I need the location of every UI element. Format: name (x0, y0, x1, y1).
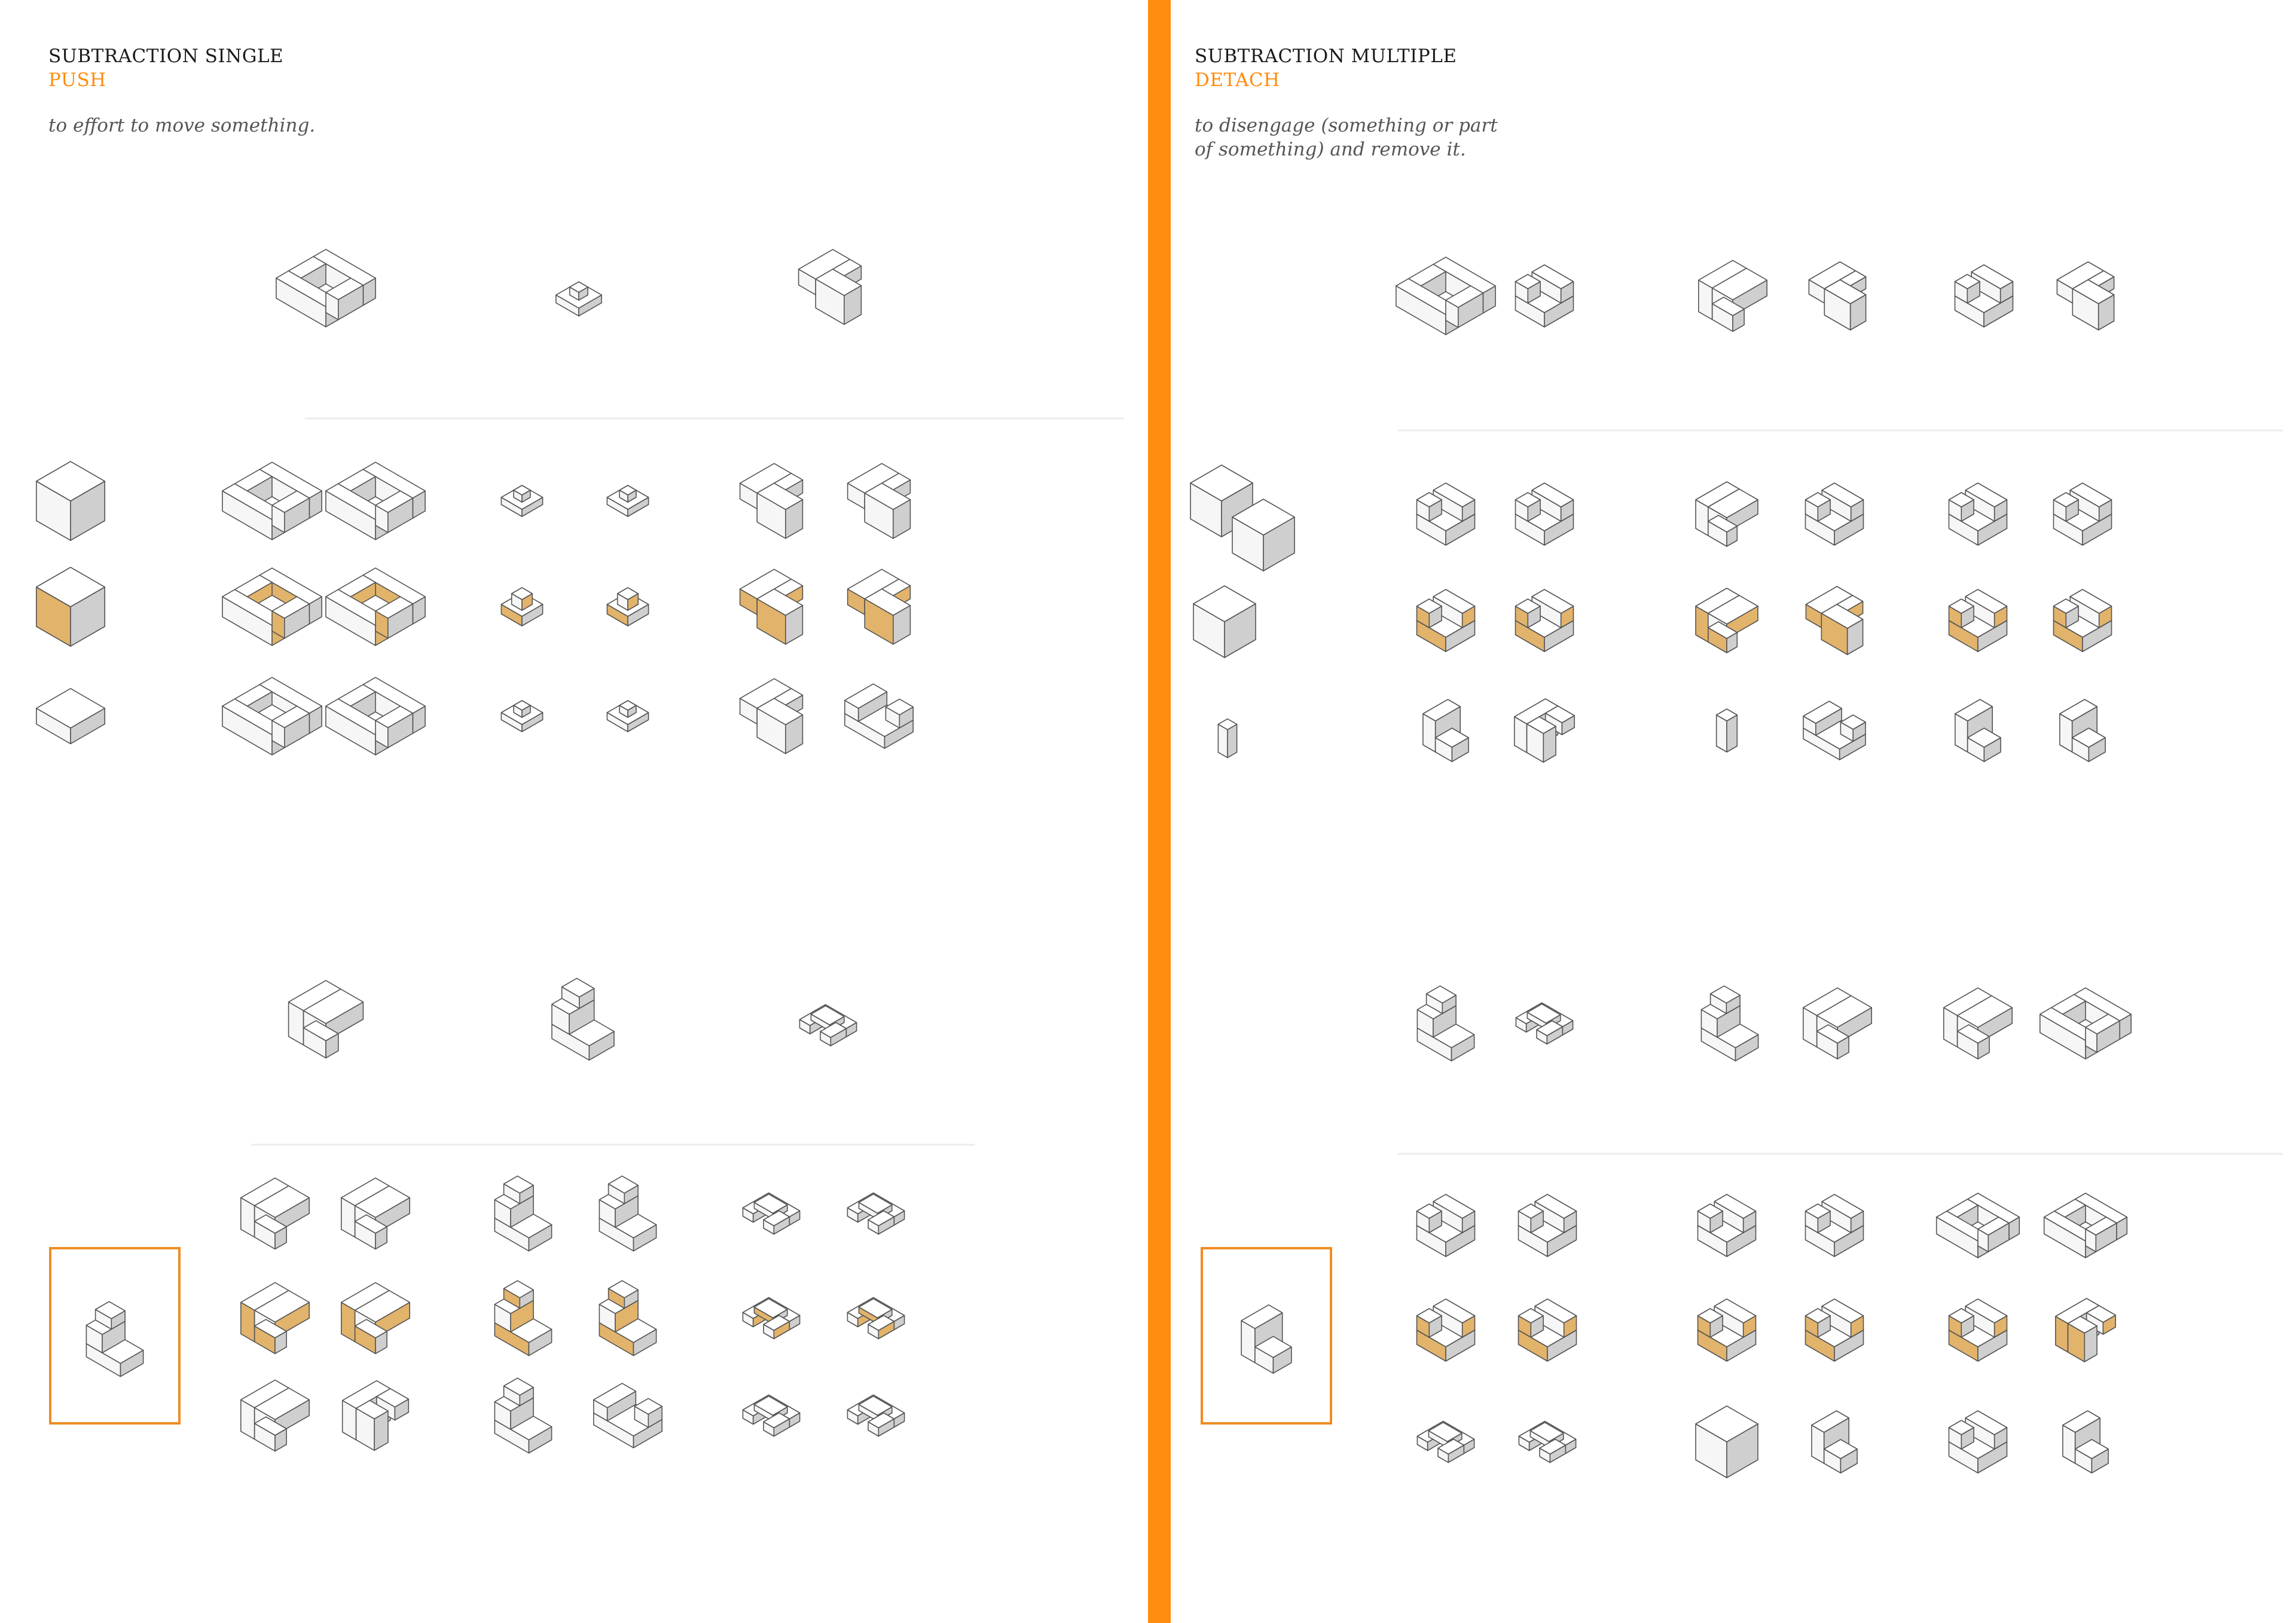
iso-form (1699, 261, 1767, 332)
iso-form (1519, 1194, 1577, 1257)
iso-form (740, 678, 803, 753)
iso-form (1218, 719, 1236, 758)
iso-form (2054, 483, 2112, 545)
iso-form (1949, 589, 2007, 652)
iso-form (222, 568, 322, 646)
iso-form (743, 1298, 799, 1339)
iso-form (599, 1280, 656, 1355)
iso-form (1698, 1299, 1756, 1361)
iso-form (845, 684, 913, 748)
iso-form (1803, 701, 1866, 760)
iso-form (1955, 265, 2013, 327)
iso-form (556, 282, 602, 316)
iso-form (241, 1380, 309, 1451)
iso-form (847, 1395, 904, 1436)
iso-form (740, 569, 803, 644)
iso-form (848, 569, 911, 644)
iso-form (1949, 483, 2007, 545)
iso-form (1812, 1411, 1857, 1473)
iso-form (743, 1395, 799, 1436)
orange-divider (1148, 0, 1171, 1623)
iso-form (343, 1381, 409, 1451)
iso-form (222, 462, 322, 540)
iso-form (1417, 1299, 1475, 1361)
left-highlight-frame (49, 1247, 181, 1425)
iso-form (799, 1005, 856, 1046)
iso-form (1949, 1299, 2007, 1361)
iso-form (1806, 1194, 1864, 1257)
iso-form (1803, 988, 1871, 1059)
framed-form (1241, 1305, 1292, 1373)
iso-form (1516, 589, 1574, 652)
iso-form (1696, 588, 1758, 653)
iso-form (1417, 589, 1475, 652)
iso-form (1937, 1193, 2020, 1258)
iso-form (1701, 986, 1758, 1060)
iso-form (847, 1298, 904, 1339)
iso-form (599, 1176, 656, 1251)
iso-form (222, 677, 322, 755)
iso-form (326, 462, 425, 540)
right-title: SUBTRACTION MULTIPLE (1195, 45, 1457, 67)
iso-form (2063, 1411, 2108, 1473)
iso-form (1516, 1003, 1573, 1044)
iso-form (36, 689, 105, 744)
iso-form (799, 249, 862, 324)
iso-form (1696, 1406, 1758, 1478)
iso-form (1417, 1422, 1474, 1463)
iso-form (552, 979, 614, 1060)
right-highlight-frame (1201, 1247, 1332, 1425)
iso-form (501, 701, 542, 732)
iso-form (1519, 1422, 1576, 1463)
iso-form (1519, 1299, 1577, 1361)
iso-form (1955, 699, 2001, 762)
iso-form (2056, 1298, 2115, 1362)
iso-form (494, 1280, 551, 1355)
iso-form (2057, 262, 2114, 330)
right-iso-diagram (1171, 0, 2296, 1623)
right-frame-form (1203, 1249, 1330, 1422)
iso-form (1806, 1299, 1864, 1361)
iso-form (276, 249, 375, 327)
iso-form (743, 1193, 799, 1234)
iso-form (1423, 699, 1468, 762)
iso-form (501, 588, 542, 626)
left-subtitle: PUSH (48, 69, 106, 91)
iso-form (1193, 586, 1256, 658)
panel-subtraction-multiple (1171, 0, 2296, 1623)
iso-form (326, 677, 425, 755)
iso-form (594, 1383, 662, 1448)
iso-form (1417, 1194, 1475, 1257)
right-subtitle: DETACH (1195, 69, 1280, 91)
iso-form (241, 1283, 309, 1354)
iso-form (341, 1283, 410, 1354)
iso-form (2044, 1193, 2127, 1258)
iso-form (326, 568, 425, 646)
iso-form (289, 980, 364, 1058)
left-description: to effort to move something. (48, 115, 316, 136)
iso-form (501, 485, 542, 516)
iso-form (848, 463, 911, 538)
iso-form (341, 1178, 410, 1249)
iso-form (740, 463, 803, 538)
iso-form (1516, 483, 1574, 545)
iso-form (1944, 988, 2012, 1059)
iso-form (1809, 262, 1866, 330)
iso-form (607, 485, 648, 516)
iso-form (1417, 483, 1475, 545)
iso-form (1417, 986, 1474, 1060)
left-frame-form (51, 1249, 178, 1422)
iso-form (36, 461, 105, 540)
left-title: SUBTRACTION SINGLE (48, 45, 284, 67)
iso-form (1717, 709, 1738, 752)
iso-form (607, 701, 648, 732)
iso-form (1806, 586, 1863, 655)
right-description: to disengage (something or part of something) and remove it. (1195, 115, 1498, 160)
iso-form (241, 1178, 309, 1249)
iso-form (2040, 988, 2131, 1059)
iso-form (2054, 589, 2112, 652)
framed-form (86, 1301, 143, 1376)
iso-form (607, 588, 648, 626)
iso-form (847, 1193, 904, 1234)
iso-form (2060, 699, 2105, 762)
iso-form (1698, 1194, 1756, 1257)
iso-form (1806, 483, 1864, 545)
iso-form (1949, 1411, 2007, 1473)
iso-form (1515, 699, 1574, 762)
iso-form (494, 1176, 551, 1251)
iso-form (1696, 482, 1758, 546)
iso-form (36, 567, 105, 646)
iso-form (494, 1378, 551, 1453)
iso-form (1516, 265, 1574, 327)
iso-form (1396, 257, 1495, 335)
